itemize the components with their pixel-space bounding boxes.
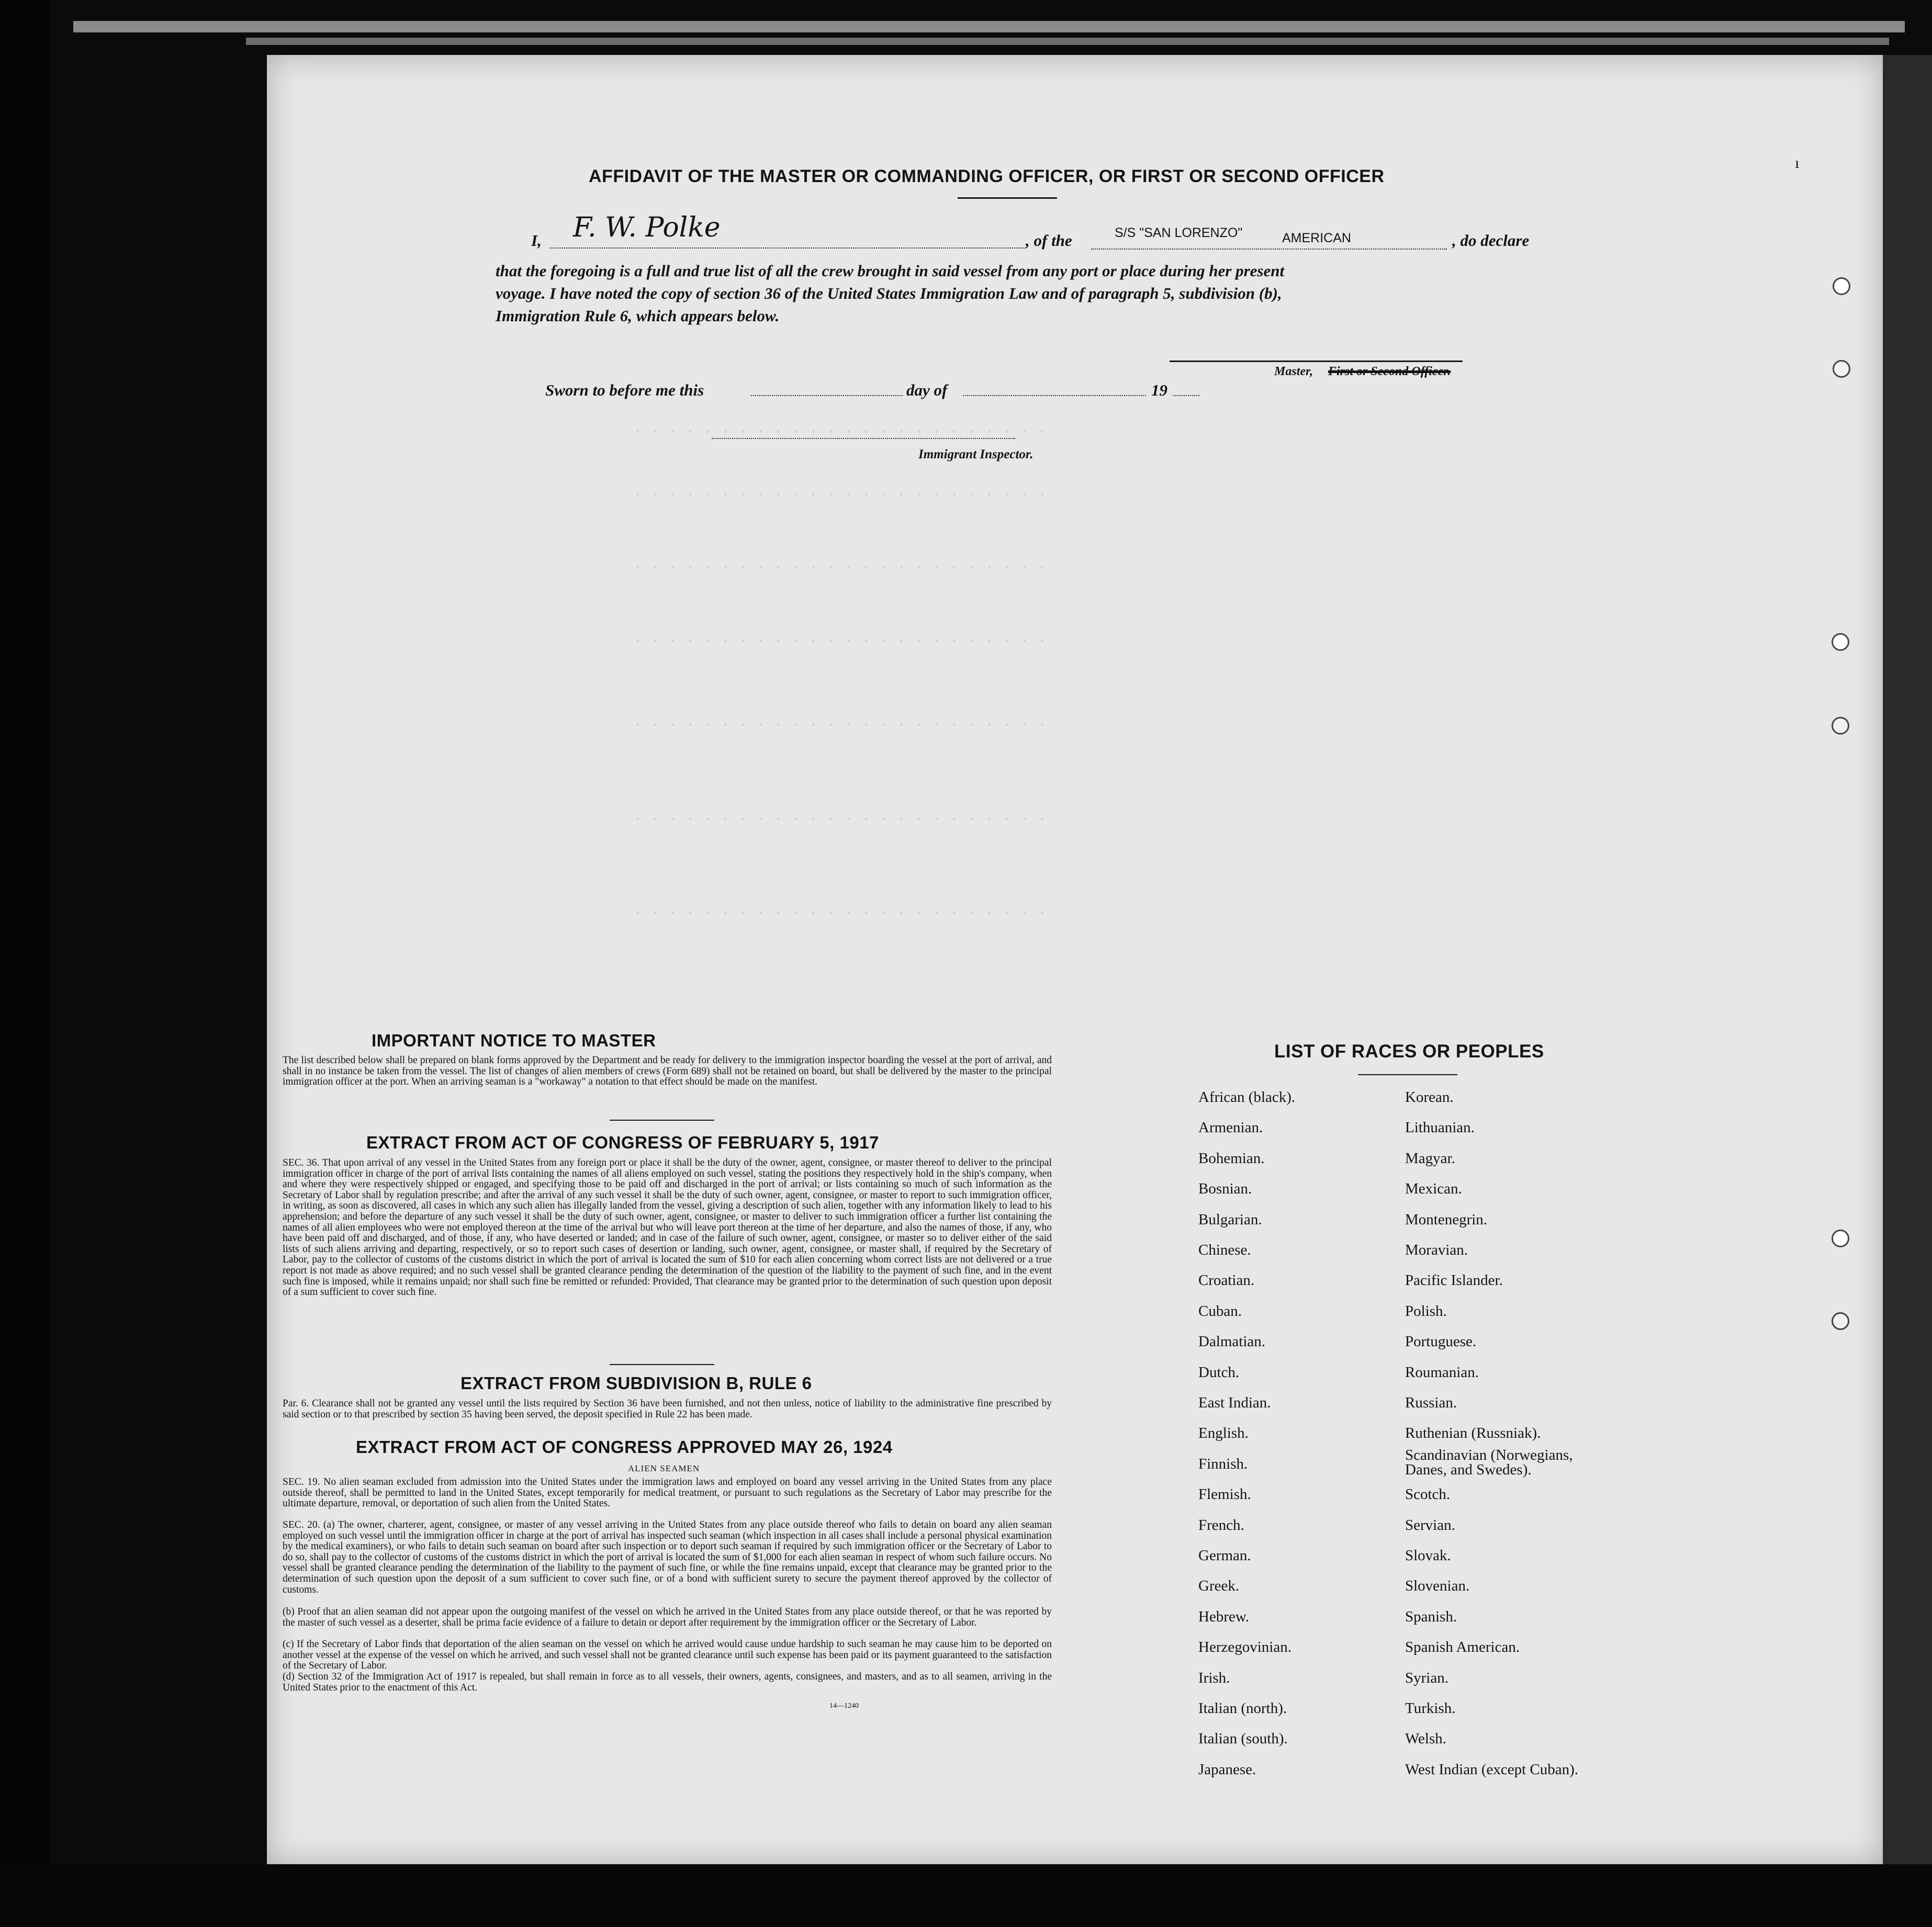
race-item: Korean. xyxy=(1405,1089,1454,1106)
rule6-title: EXTRACT FROM SUBDIVISION B, RULE 6 xyxy=(460,1373,812,1393)
race-item: Finnish. xyxy=(1198,1455,1248,1472)
race-item: Chinese. xyxy=(1198,1242,1251,1258)
day-of-text: day of xyxy=(906,381,948,399)
race-item: Dutch. xyxy=(1198,1363,1240,1381)
stray-tick: ı xyxy=(1795,154,1800,172)
race-item: Russian. xyxy=(1405,1394,1457,1411)
rule6-body: Par. 6. Clearance shall not be granted any vessel until the lists required by Section 36 have been furnished, and not then unless, notice of liability to the administrative fine prescribed by said section or to that prescribed by section 35 having been served, the deposit specified in Rule 22 has been made. xyxy=(283,1398,1052,1420)
race-item: Spanish American. xyxy=(1405,1639,1520,1656)
vessel-nationality: AMERICAN xyxy=(1282,231,1351,245)
vessel-name: S/S "SAN LORENZO" xyxy=(1115,226,1243,240)
extract-1924-title: EXTRACT FROM ACT OF CONGRESS APPROVED MAY 26, 1924 xyxy=(356,1437,893,1457)
struck-officer-label: First or Second Officer. xyxy=(1328,365,1451,378)
notice-rule xyxy=(610,1120,714,1121)
inspector-signature-line xyxy=(712,438,1015,439)
heading-rule xyxy=(958,197,1057,199)
master-label: Master, xyxy=(1274,365,1313,378)
binder-hole xyxy=(1832,1312,1849,1330)
race-item: Armenian. xyxy=(1198,1119,1263,1136)
races-title: LIST OF RACES OR PEOPLES xyxy=(1274,1041,1544,1062)
affidavit-line3: voyage. I have noted the copy of section 36 of the United States Immigration Law and of paragraph 5, subdivision (b), xyxy=(496,284,1282,302)
race-item: Magyar. xyxy=(1405,1150,1455,1167)
scan-edge-bottom xyxy=(0,1864,1932,1927)
race-item: French. xyxy=(1198,1516,1244,1534)
stray-mark: • xyxy=(208,213,212,226)
affidavit-heading: AFFIDAVIT OF THE MASTER OR COMMANDING OFFICER, OR FIRST OR SECOND OFFICER xyxy=(589,166,1385,186)
sec20b-body: (b) Proof that an alien seaman did not appear upon the outgoing manifest of the vessel on which he arrived in the United States from any place outside thereof, or that he was reported by the master of such vessel as a deserter, shall be prima facie evidence of a failure to detain or deport after requirement by the immigration officer or the Secretary of Labor. xyxy=(283,1606,1052,1628)
extract-1917-body: SEC. 36. That upon arrival of any vessel in the United States from any foreign port or place it shall be the duty of the owner, agent, consignee, or master thereof to deliver to the principal immigration officer in charge of the port of arrival lists containing the names of all aliens employed on such vessel, stating the positions they respectively hold in the ship's company, when and where they were respectively shipped or engaged, and specifying those to be paid off and discharged in the port of arrival; or lists containing so much of such information as the Secretary of Labor shall by regulation prescribe; and after the arrival of any such vessel it shall be the duty of such owner, agent, consignee, or master to report to such immigration officer, in writing, as soon as discovered, all cases in which any such alien has illegally landed from the vessel, giving a description of such alien, together with any information likely to lead to his apprehension; and before the departure of any such vessel it shall be the duty of such owner, agent, consignee, or master to deliver to such immigration officer a further list containing the names of all alien employees who were not employed thereon at the time of the arrival but who will leave port thereon at the time of her departure, and also the names of those, if any, who have been paid off and discharged, and of those, if any, who have deserted or landed; and in case of the failure of such owner, agent, consignee, or master so to deliver either of the said lists of such aliens arriving and departing, respectively, or so to report such cases of desertion or landing, such owner, agent, consignee, or master shall, if required by the Secretary of Labor, pay to the collector of customs of the customs district in which the port of arrival is located the sum of $10 for each alien concerning whom correct lists are not delivered or a true report is not made as above required; and no such vessel shall be granted clearance pending the determination of the question of the liability to the payment of such fine, and in the event such fine is imposed, while it remains unpaid; nor shall such fine be remitted or refunded: Provided, That clearance may be granted prior to the determination of such question upon deposit of a sum sufficient to cover such fine. xyxy=(283,1157,1052,1298)
binder-hole xyxy=(1832,1230,1849,1247)
race-item: Portuguese. xyxy=(1405,1333,1477,1350)
race-item: Roumanian. xyxy=(1405,1363,1479,1381)
sec20a-body: SEC. 20. (a) The owner, charterer, agent, consignee, or master of any vessel arriving in the United States from any place outside thereof who fails to detain on board any alien seaman employed on such vessel until the immigration officer in charge at the port of arrival has inspected such seaman (which inspection in all cases shall include a personal physical examination by the medical examiners), or who fails to detain such seaman on board after such inspection or to deport such seaman if required by such immigration officer or the Secretary of Labor to do so, shall pay to the collector of customs of the customs district in which the port of arrival is located the sum of $1,000 for each alien seaman in respect of whom such failure occurs. No vessel shall be granted clearance pending the determination of the liability to the payment of such fine, or while the fine remains unpaid, except that clearance may be granted prior to the determination of such question upon the deposit of a sum sufficient to cover such fine, or of a bond with sufficient surety to secure the payment thereof approved by the collector of customs. xyxy=(283,1519,1052,1595)
race-item: Lithuanian. xyxy=(1405,1119,1475,1136)
race-item: Slovak. xyxy=(1405,1547,1451,1564)
race-item: Welsh. xyxy=(1405,1730,1447,1748)
races-rule xyxy=(1358,1074,1457,1075)
master-signature-line xyxy=(1170,360,1463,362)
affidavit-line2: that the foregoing is a full and true list of all the crew brought in said vessel from any port or place during her present xyxy=(496,262,1285,280)
race-item: Italian (south). xyxy=(1198,1730,1288,1748)
race-item: Pacific Islander. xyxy=(1405,1272,1503,1289)
race-item: Slovenian. xyxy=(1405,1577,1470,1595)
race-item: Greek. xyxy=(1198,1577,1240,1595)
scan-strip-top xyxy=(73,21,1905,32)
affidavit-prefix: I, xyxy=(531,231,542,250)
affidavit-of-the: , of the xyxy=(1026,231,1072,250)
sworn-text: Sworn to before me this xyxy=(545,381,704,399)
race-item: Bohemian. xyxy=(1198,1150,1265,1167)
race-item: Servian. xyxy=(1405,1516,1455,1534)
alien-seamen-subtitle: ALIEN SEAMEN xyxy=(628,1463,700,1473)
race-item: African (black). xyxy=(1198,1089,1296,1106)
inspector-label: Immigrant Inspector. xyxy=(918,447,1034,461)
signature-line xyxy=(549,247,1026,249)
race-item: Herzegovinian. xyxy=(1198,1639,1291,1656)
year-line xyxy=(1173,395,1199,396)
race-item: Moravian. xyxy=(1405,1242,1468,1258)
form-number: 14—1240 xyxy=(829,1702,859,1710)
race-item: English. xyxy=(1198,1425,1249,1442)
year-prefix: 19 xyxy=(1151,381,1167,399)
race-item: Flemish. xyxy=(1198,1486,1251,1503)
race-item: Cuban. xyxy=(1198,1302,1242,1320)
scan-strip-top-inner xyxy=(246,38,1889,45)
race-item: Bulgarian. xyxy=(1198,1211,1262,1228)
sec20d-body: (d) Section 32 of the Immigration Act of 1917 is repealed, but shall remain in force as to all vessels, their owners, agents, consignees, and masters, and as to all seamen, arriving in the United States prior to the enactment of this Act. xyxy=(283,1671,1052,1693)
race-item: East Indian. xyxy=(1198,1394,1271,1411)
notice-body: The list described below shall be prepared on blank forms approved by the Department and be ready for delivery to the immigration inspector boarding the vessel at the port of arrival, and shall in no instance be taken from the vessel. The list of changes of alien members of crews (Form 689) shall not be retained on board, but shall be delivered by the master to the principal immigration officer at the port. When an arriving seaman is a "workaway" a notation to that effect should be made on the manifest. xyxy=(283,1055,1052,1088)
binder-hole xyxy=(1833,360,1850,378)
vessel-line xyxy=(1091,249,1447,250)
race-item: Spanish. xyxy=(1405,1608,1457,1625)
race-item: Italian (north). xyxy=(1198,1700,1287,1717)
race-item: Irish. xyxy=(1198,1669,1230,1686)
document-page: . . . . . . . . . . . . . . . . . . . . . . . . . . . . . . . . . . . . . . . . . . . . . . . . . . . . . . . . . . . . . . . . . . . . . . . . . . . . . . . . . . . . . . . . . . . . . . . . . . . . . . . . . . . . . . . . . . . . . . . . . . . . . . . . . . . . . . . . . . . . . . . . . . . . . . . . . . . . . . . . . . . . . . . . AFFIDAVIT OF THE MASTER OR COMMANDING OFFICER, OR FIRST OR SECOND OFFICER I, F. W. Polke , of the S/S "SAN LORENZO" AMERICAN , do declare that the foregoing is a full and true list of all the crew brought in said vessel from any port or place during her present voyage. I have noted the copy of section 36 of the United States Immigration Law and of paragraph 5, subdivision (b), Immigration Rule 6, which appears below. Master, First or Second Officer. Sworn to before me this day of 19 Immigrant Inspector. IMPORTANT NOTICE TO MASTER The list described below shall be prepared on blank forms approved by the Department and be ready for delivery to the immigration inspector boarding the vessel at the port of arrival, and shall in no instance be taken from the vessel. The list of changes of alien members of crews (Form 689) shall not be retained on board, but shall be delivered by the master to the principal immigration officer at the port. When an arriving seaman is a "workaway" a notation to that effect should be made on the manifest. EXTRACT FROM ACT OF CONGRESS OF FEBRUARY 5, 1917 SEC. 36. That upon arrival of any vessel in the United States from any foreign port or place it shall be the duty of the owner, agent, consignee, or master thereof to deliver to the principal immigration officer in charge of the port of arrival lists containing the names of all aliens employed on such vessel, stating the positions they respectively hold in the ship's company, when and where they were respectively shipped or engaged, and specifying those to be paid off and discharged in the port of arrival; or lists containing so much of such information as the Secretary of Labor shall by regulation prescribe; and after the arrival of any such vessel it shall be the duty of such owner, agent, consignee, or master to report to such immigration officer, in writing, as soon as discovered, all cases in which any such alien has illegally landed from the vessel, giving a description of such alien, together with any information likely to lead to his apprehension; and before the departure of any such vessel it shall be the duty of such owner, agent, consignee, or master to deliver to such immigration officer a further list containing the names of all alien employees who were not employed thereon at the time of the arrival but who will leave port thereon at the time of her departure, and also the names of those, if any, who have been paid off and discharged, and of those, if any, who have deserted or landed; and in case of the failure of such owner, agent, consignee, or master so to deliver either of the said lists of such aliens arriving and departing, respectively, or so to report such cases of desertion or landing, such owner, agent, consignee, or master shall, if required by the Secretary of Labor, pay to the collector of customs of the customs district in which the port of arrival is located the sum of $10 for each alien concerning whom correct lists are not delivered or a true report is not made as above required; and no such vessel shall be granted clearance pending the determination of the question of the liability to the payment of such fine, and in the event such fine is imposed, while it remains unpaid; nor shall such fine be remitted or refunded: Provided, That clearance may be granted prior to the determination of such question upon deposit of a sum sufficient to cover such fine. EXTRACT FROM SUBDIVISION B, RULE 6 Par. 6. Clearance shall not be granted any vessel until the lists required by Section 36 have been furnished, and not then unless, notice of liability to the administrative fine prescribed by said section or to that prescribed by section 35 having been served, the deposit specified in Rule 22 has been made. EXTRACT FROM ACT OF CONGRESS APPROVED MAY 26, 1924 ALIEN SEAMEN SEC. 19. No alien seaman excluded from admission into the United States under the immigration laws and employed on board any vessel arriving in the United States from any place outside thereof, shall be permitted to land in the United States, except temporarily for medical treatment, or pursuant to such regulations as the Secretary of Labor may prescribe for the ultimate departure, removal, or deportation of such alien from the United States. SEC. 20. (a) The owner, charterer, agent, consignee, or master of any vessel arriving in the United States from any place outside thereof who fails to detain on board any alien seaman employed on such vessel until the immigration officer in charge at the port of arrival has inspected such seaman (which inspection in all cases shall include a personal physical examination by the medical examiners), or who fails to detain such seaman on board after such inspection or to deport such seaman if required by such immigration officer or the Secretary of Labor to do so, shall pay to the collector of customs of the customs district in which the port of arrival is located the sum of $1,000 for each alien seaman in respect of whom such failure occurs. No vessel shall be granted clearance pending the determination of the liability to the payment of such fine, or while the fine remains unpaid, except that clearance may be granted prior to the determination of such question upon the deposit of a sum sufficient to cover such fine, or of a bond with sufficient surety to secure the payment thereof approved by the collector of customs. (b) Proof that an alien seaman did not appear upon the outgoing manifest of the vessel on which he arrived in the United States from any place outside thereof, or that he was reported by the master of such vessel as a deserter, shall be prima facie evidence of a failure to detain or deport after requirement by the immigration officer or the Secretary of Labor. (c) If the Secretary of Labor finds that deportation of the alien seaman on the vessel on which he arrived would cause undue hardship to such seaman he may cause him to be deported on another vessel at the expense of the vessel on which he arrived, and such vessel shall not be granted clearance until such expense has been paid or its payment guaranteed to the satisfaction of the Secretary of Labor. (d) Section 32 of the Immigration Act of 1917 is repealed, but shall remain in force as to all vessels, their owners, agents, consignees, and masters, and as to all seamen, arriving in the United States prior to the enactment of this Act. 14—1240 LIST OF RACES OR PEOPLES African (black). Armenian. Bohemian. Bosnian. Bulgarian. Chinese. Croatian. Cuban. Dalmatian. Dutch. East Indian. English. Finnish. Flemish. French. German. Greek. Hebrew. Herzegovinian. Irish. Italian (north). Italian (south). Japanese. Korean. Lithuanian. Magyar. Mexican. Montenegrin. Moravian. Pacific Islander. Polish. Portuguese. Roumanian. Russian. Ruthenian (Russniak). Scandinavian (Norwegians, Danes, and Swedes). Scotch. Servian. Slovak. Slovenian. Spanish. Spanish American. Syrian. Turkish. Welsh. West Indian (except Cuban). • ı xyxy=(267,55,1883,1864)
binder-hole xyxy=(1832,717,1849,735)
affidavit-line4: Immigration Rule 6, which appears below. xyxy=(496,307,780,325)
race-item: Scandinavian (Norwegians, Danes, and Swedes). xyxy=(1405,1446,1573,1478)
race-item: Mexican. xyxy=(1405,1180,1462,1198)
notice-title: IMPORTANT NOTICE TO MASTER xyxy=(372,1031,656,1050)
sec20c-body: (c) If the Secretary of Labor finds that deportation of the alien seaman on the vessel on which he arrived would cause undue hardship to such seaman he may cause him to be deported on another vessel at the expense of the vessel on which he arrived, and such vessel shall not be granted clearance until such expense has been paid or its payment guaranteed to the satisfaction of the Secretary of Labor. xyxy=(283,1639,1052,1672)
race-item: West Indian (except Cuban). xyxy=(1405,1761,1579,1778)
race-item: Syrian. xyxy=(1405,1669,1448,1686)
extract-1917-rule xyxy=(610,1364,714,1365)
master-signature: F. W. Polke xyxy=(573,212,721,243)
race-item: Bosnian. xyxy=(1198,1180,1252,1198)
sec19-body: SEC. 19. No alien seaman excluded from admission into the United States under the immigration laws and employed on board any vessel arriving in the United States from any place outside thereof, shall be permitted to land in the United States, except temporarily for medical treatment, or pursuant to such regulations as the Secretary of Labor may prescribe for the ultimate departure, removal, or deportation of such alien from the United States. xyxy=(283,1477,1052,1509)
binder-hole xyxy=(1833,277,1850,295)
race-item: Polish. xyxy=(1405,1302,1447,1320)
sworn-day-line xyxy=(751,395,903,396)
race-item: Montenegrin. xyxy=(1405,1211,1488,1228)
scan-edge-right xyxy=(1883,55,1932,1927)
affidavit-declare: , do declare xyxy=(1452,231,1530,250)
sworn-month-line xyxy=(963,395,1146,396)
race-item: Japanese. xyxy=(1198,1761,1256,1778)
scan-edge-left xyxy=(0,0,50,1927)
race-item: Dalmatian. xyxy=(1198,1333,1266,1350)
race-item: Hebrew. xyxy=(1198,1608,1250,1625)
race-item: Ruthenian (Russniak). xyxy=(1405,1425,1541,1442)
race-item: Croatian. xyxy=(1198,1272,1255,1289)
race-item: Turkish. xyxy=(1405,1700,1456,1717)
extract-1917-title: EXTRACT FROM ACT OF CONGRESS OF FEBRUARY 5, 1917 xyxy=(366,1133,879,1152)
binder-hole xyxy=(1832,633,1849,651)
race-item: Scotch. xyxy=(1405,1486,1451,1503)
race-item: German. xyxy=(1198,1547,1251,1564)
